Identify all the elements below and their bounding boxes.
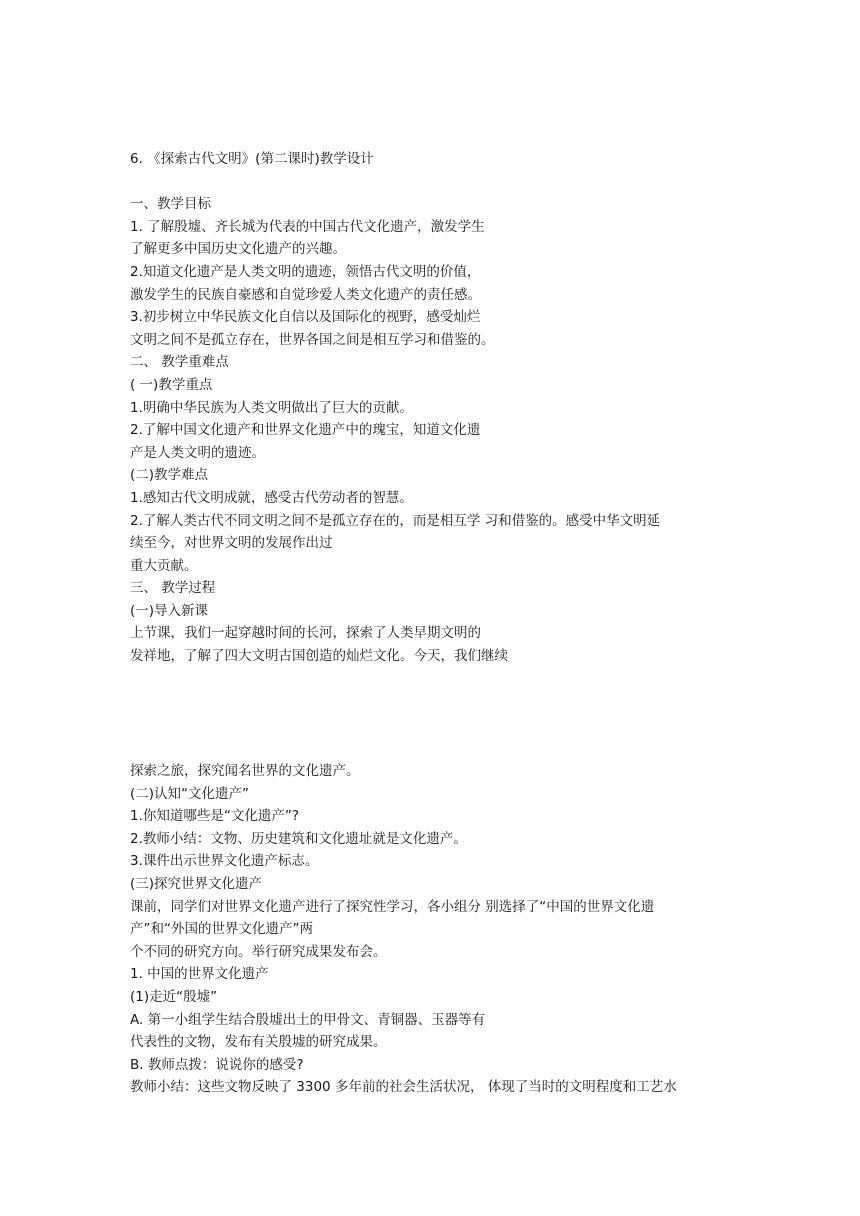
text-line: 探索之旅，探究闻名世界的文化遗产。 xyxy=(130,763,360,779)
text-line: 重大贡献。 xyxy=(130,557,198,574)
subsection-heading: (1)走近“殷墟” xyxy=(130,988,218,1005)
subsection-heading: (一)导入新课 xyxy=(130,602,209,619)
text-line: 了解更多中国历史文化遗产的兴趣。 xyxy=(130,241,346,258)
section-heading-objectives: 一、教学目标 xyxy=(130,196,211,213)
text-line: B. 教师点拨：说说你的感受? xyxy=(130,1056,304,1073)
text-line: 代表性的文物，发布有关殷墟的研究成果。 xyxy=(130,1034,387,1051)
text-line: 文明之间不是孤立存在，世界各国之间是相互学习和借鉴的。 xyxy=(130,331,495,348)
text-line: 课前，同学们对世界文化遗产进行了探究性学习，各小组分 别选择了“中国的世界文化遗 xyxy=(130,898,655,915)
text-line: 2.知道文化遗产是人类文明的遗迹，领悟古代文明的价值， xyxy=(130,263,481,280)
text-line: 1. 了解殷墟、齐长城为代表的中国古代文化遗产，激发学生 xyxy=(130,218,485,235)
text-line: 产”和“外国的世界文化遗产”两 xyxy=(130,921,313,938)
text-line: 续至今，对世界文明的发展作出过 xyxy=(130,535,333,552)
section-heading-process: 三、 教学过程 xyxy=(130,580,216,597)
document-title: 6. 《探索古代文明》(第二课时)教学设计 xyxy=(130,151,374,167)
text-line: 2.了解人类古代不同文明之间不是孤立存在的，而是相互学 习和借鉴的。感受中华文明延 xyxy=(130,512,661,529)
text-line: 2.了解中国文化遗产和世界文化遗产中的瑰宝，知道文化遗 xyxy=(130,422,481,439)
text-line: 教师小结：这些文物反映了 3300 多年前的社会生活状况， 体现了当时的文明程度和工艺水 xyxy=(130,1079,677,1096)
subsection-heading: (三)探究世界文化遗产 xyxy=(130,875,263,892)
subsection-heading: ( 一)教学重点 xyxy=(130,376,213,393)
text-line: 3.课件出示世界文化遗产标志。 xyxy=(130,853,319,870)
text-line: 1.感知古代文明成就，感受古代劳动者的智慧。 xyxy=(130,489,413,506)
text-line: 个不同的研究方向。举行研究成果发布会。 xyxy=(130,943,387,960)
text-line: 产是人类文明的遗迹。 xyxy=(130,444,265,461)
document-section-bottom xyxy=(130,760,740,1099)
document-section-top xyxy=(130,148,740,668)
text-line: 发祥地，了解了四大文明古国创造的灿烂文化。今天，我们继续 xyxy=(130,648,508,665)
subsection-heading: (二)认知“文化遗产” xyxy=(130,785,250,802)
text-line: 1.明确中华民族为人类文明做出了巨大的贡献。 xyxy=(130,399,413,416)
section-heading-key-points: 二、 教学重难点 xyxy=(130,354,229,371)
subsection-heading: (二)教学难点 xyxy=(130,467,209,484)
text-line: 激发学生的民族自豪感和自觉珍爱人类文化遗产的责任感。 xyxy=(130,286,481,303)
text-line: 2.教师小结：文物、历史建筑和文化遗址就是文化遗产。 xyxy=(130,830,467,847)
text-line: A. 第一小组学生结合殷墟出土的甲骨文、青铜器、玉器等有 xyxy=(130,1011,486,1028)
subsection-heading: 1. 中国的世界文化遗产 xyxy=(130,966,269,983)
text-line: 3.初步树立中华民族文化自信以及国际化的视野，感受灿烂 xyxy=(130,309,481,326)
text-line: 上节课，我们一起穿越时间的长河，探索了人类早期文明的 xyxy=(130,625,481,642)
text-line: 1.你知道哪些是“文化遗产”? xyxy=(130,808,300,825)
